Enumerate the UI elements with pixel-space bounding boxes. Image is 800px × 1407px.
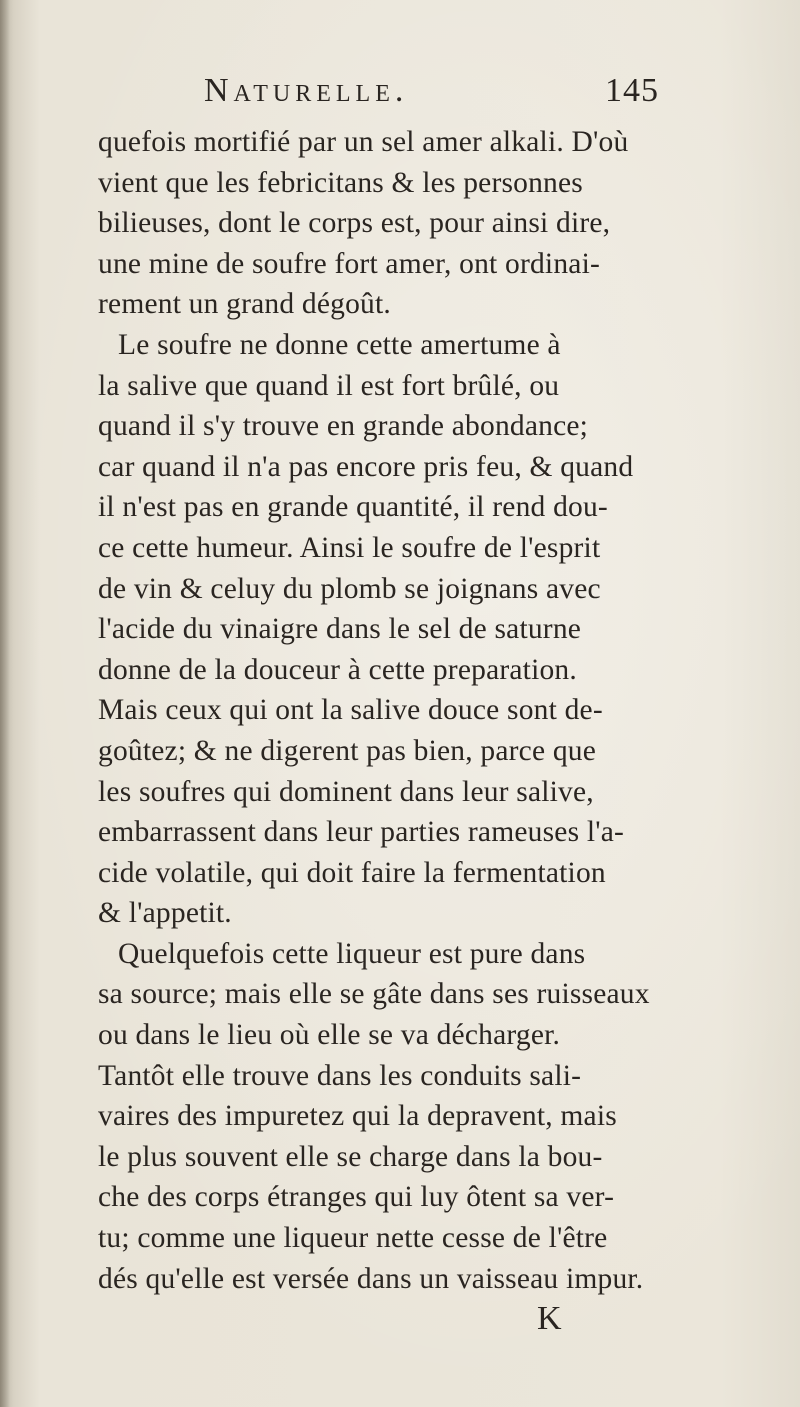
text-line: quefois mortifié par un sel amer alkali. D'où [98, 126, 629, 158]
signature-mark: K [537, 1300, 562, 1337]
text-line: de vin & celuy du plomb se joignans avec [98, 572, 601, 605]
text-line: car quand il n'a pas encore pris feu, & quand [98, 450, 634, 483]
running-head [204, 72, 659, 120]
text-line: l'acide du vinaigre dans le sel de saturne [98, 613, 582, 646]
text-line-paragraph-start: Le soufre ne donne cette amertume à [118, 328, 561, 361]
text-line: & l'appetit. [98, 897, 232, 930]
text-line: embarrassent dans leur parties rameuses l'a- [98, 816, 625, 849]
text-line-paragraph-start: Quelquefois cette liqueur est pure dans [118, 937, 586, 970]
text-line: tu; comme une liqueur nette cesse de l'être [98, 1222, 608, 1255]
text-line: la salive que quand il est fort brûlé, ou [98, 369, 560, 402]
text-line: rement un grand dégoût. [98, 288, 391, 321]
text-line: ce cette humeur. Ainsi le soufre de l'esprit [98, 531, 601, 564]
text-line: il n'est pas en grande quantité, il rend dou- [98, 491, 608, 524]
text-line: une mine de soufre fort amer, ont ordinai- [98, 247, 600, 280]
text-line: che des corps étranges qui luy ôtent sa ver- [98, 1181, 615, 1214]
text-line: dés qu'elle est versée dans un vaisseau impur. [98, 1262, 644, 1295]
text-line: le plus souvent elle se charge dans la bou- [98, 1140, 603, 1173]
text-line: les soufres qui dominent dans leur salive, [98, 775, 594, 808]
text-line: vaires des impuretez qui la depravent, mais [98, 1100, 617, 1133]
page-number: 145 [605, 72, 659, 109]
text-line: quand il s'y trouve en grande abondance; [98, 410, 589, 443]
text-line: Mais ceux qui ont la salive douce sont de- [98, 694, 603, 727]
text-line: donne de la douceur à cette preparation. [98, 653, 577, 686]
text-line: sa source; mais elle se gâte dans ses ruisseaux [98, 978, 650, 1011]
text-line: ou dans le lieu où elle se va décharger. [98, 1019, 561, 1052]
body-text [98, 122, 676, 1299]
text-line: cide volatile, qui doit faire la fermentation [98, 856, 606, 889]
text-line: Tantôt elle trouve dans les conduits sali- [98, 1059, 582, 1092]
text-line: vient que les febricitans & les personnes [98, 166, 583, 199]
text-line: goûtez; & ne digerent pas bien, parce que [98, 734, 597, 767]
text-line: bilieuses, dont le corps est, pour ainsi dire, [98, 207, 611, 240]
running-title: Naturelle. [204, 72, 409, 109]
page-gutter-shadow [0, 0, 10, 1407]
